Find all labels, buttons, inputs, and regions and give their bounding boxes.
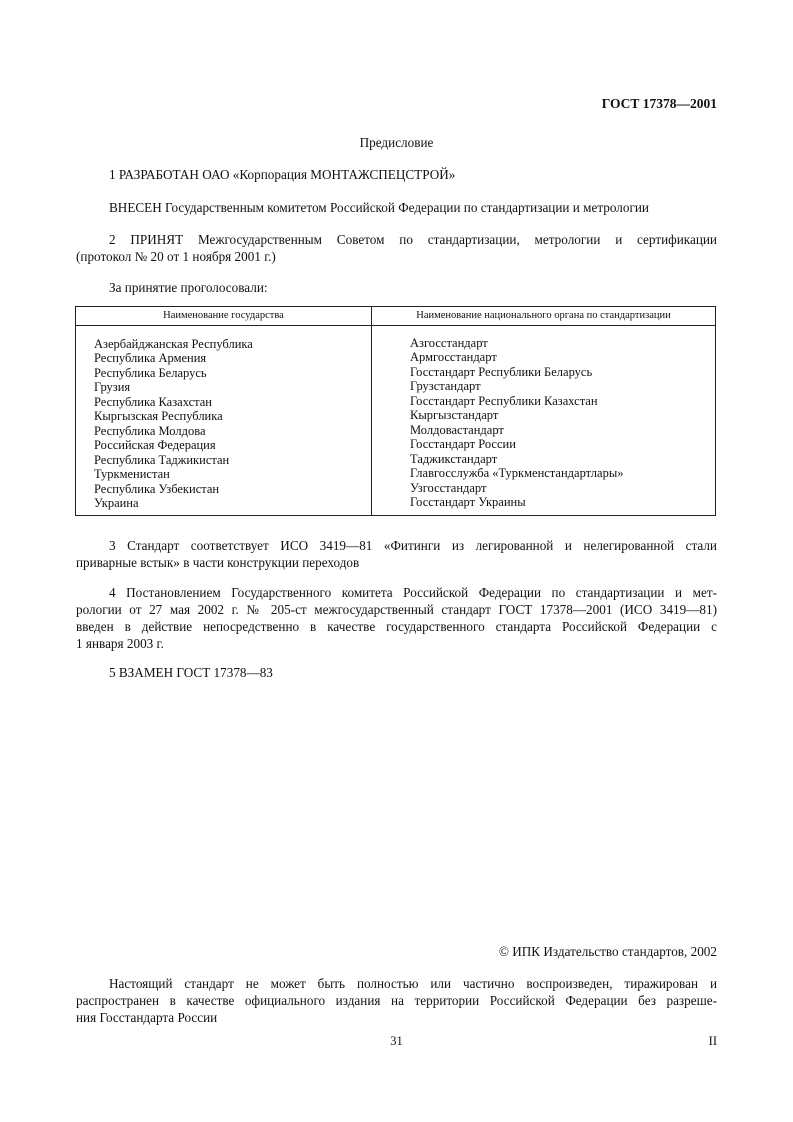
table-cell-state: Украина xyxy=(94,495,139,510)
notice-line-1: Настоящий стандарт не может быть полностью или частично воспроизведен, тиражирован и xyxy=(109,976,717,991)
table-cell-body: Грузстандарт xyxy=(410,379,481,394)
item-5-replaces: 5 ВЗАМЕН ГОСТ 17378—83 xyxy=(109,665,273,680)
table-cell-body: Госстандарт Украины xyxy=(410,494,526,509)
table-cell-state: Кыргызская Республика xyxy=(94,409,223,424)
item-1-introduced-by: ВНЕСЕН Государственным комитетом Российской Федерации по стандартизации и метрологии xyxy=(109,200,649,215)
voting-table xyxy=(75,306,716,516)
table-header-state: Наименование государства xyxy=(163,310,284,321)
item-4-line-2: рологии от 27 мая 2002 г. № 205-ст межгосударственный стандарт ГОСТ 17378—2001 (ИСО 3419—81) xyxy=(76,602,717,617)
table-header xyxy=(76,307,715,326)
item-2-adopted xyxy=(76,231,717,265)
table-cell-state: Республика Узбекистан xyxy=(94,481,220,496)
table-header-body: Наименование национального органа по стандартизации xyxy=(416,310,671,321)
table-cell-state: Российская Федерация xyxy=(94,438,216,453)
copyright-notice xyxy=(76,975,717,1026)
notice-line-2: распространен в качестве официального издания на территории Российской Федерации без разреше- xyxy=(76,993,717,1008)
item-4-resolution xyxy=(76,584,717,652)
table-cell-body: Госстандарт Республики Беларусь xyxy=(410,364,593,379)
vote-intro: За принятие проголосовали: xyxy=(109,280,268,295)
item-1-developed-by: 1 РАЗРАБОТАН ОАО «Корпорация МОНТАЖСПЕЦСТРОЙ» xyxy=(109,167,456,182)
table-cell-state: Республика Беларусь xyxy=(94,365,207,380)
table-cell-body: Госстандарт Республики Казахстан xyxy=(410,393,598,408)
table-cell-body: Азгосстандарт xyxy=(410,336,488,350)
table-cell-state: Азербайджанская Республика xyxy=(94,337,253,351)
item-3-conformity xyxy=(76,537,717,571)
table-cell-state: Республика Молдова xyxy=(94,423,206,438)
table-cell-body: Молдовастандарт xyxy=(410,422,504,437)
table-cell-body: Узгосстандарт xyxy=(410,480,487,495)
states-column xyxy=(94,337,253,510)
table-cell-body: Кыргызстандарт xyxy=(410,408,499,423)
table-cell-state: Туркменистан xyxy=(94,467,170,482)
table-cell-state: Грузия xyxy=(94,380,131,395)
section-roman-numeral: II xyxy=(708,1034,717,1048)
copyright: © ИПК Издательство стандартов, 2002 xyxy=(498,944,717,959)
table-cell-body: Таджикстандарт xyxy=(410,451,498,466)
item-3-line-1: 3 Стандарт соответствует ИСО 3419—81 «Фитинги из легированной и нелегированной стали xyxy=(109,538,717,553)
table-cell-body: Главгосслужба «Туркменстандартлары» xyxy=(410,466,624,481)
document-code: ГОСТ 17378—2001 xyxy=(601,96,717,111)
table-cell-state: Республика Казахстан xyxy=(94,394,212,409)
table-cell-state: Республика Таджикистан xyxy=(94,452,230,467)
item-4-line-4: 1 января 2003 г. xyxy=(76,636,164,651)
bodies-column xyxy=(410,336,624,509)
table-cell-body: Госстандарт России xyxy=(410,437,516,452)
page-title: Предисловие xyxy=(359,135,434,150)
item-2-line-2: (протокол № 20 от 1 ноября 2001 г.) xyxy=(76,249,276,264)
page-number: 31 xyxy=(390,1034,403,1048)
notice-line-3: ния Госстандарта России xyxy=(76,1010,218,1025)
item-2-line-1: 2 ПРИНЯТ Межгосударственным Советом по стандартизации, метрологии и сертификации xyxy=(109,232,717,247)
table-cell-state: Республика Армения xyxy=(94,351,207,366)
table-column-divider xyxy=(371,307,372,515)
item-4-line-1: 4 Постановлением Государственного комитета Российской Федерации по стандартизации и мет- xyxy=(109,585,717,600)
item-3-line-2: приварные встык» в части конструкции переходов xyxy=(76,555,360,570)
table-cell-body: Армгосстандарт xyxy=(410,350,497,365)
item-4-line-3: введен в действие непосредственно в качестве государственного стандарта Российской Федерации с xyxy=(76,619,717,634)
